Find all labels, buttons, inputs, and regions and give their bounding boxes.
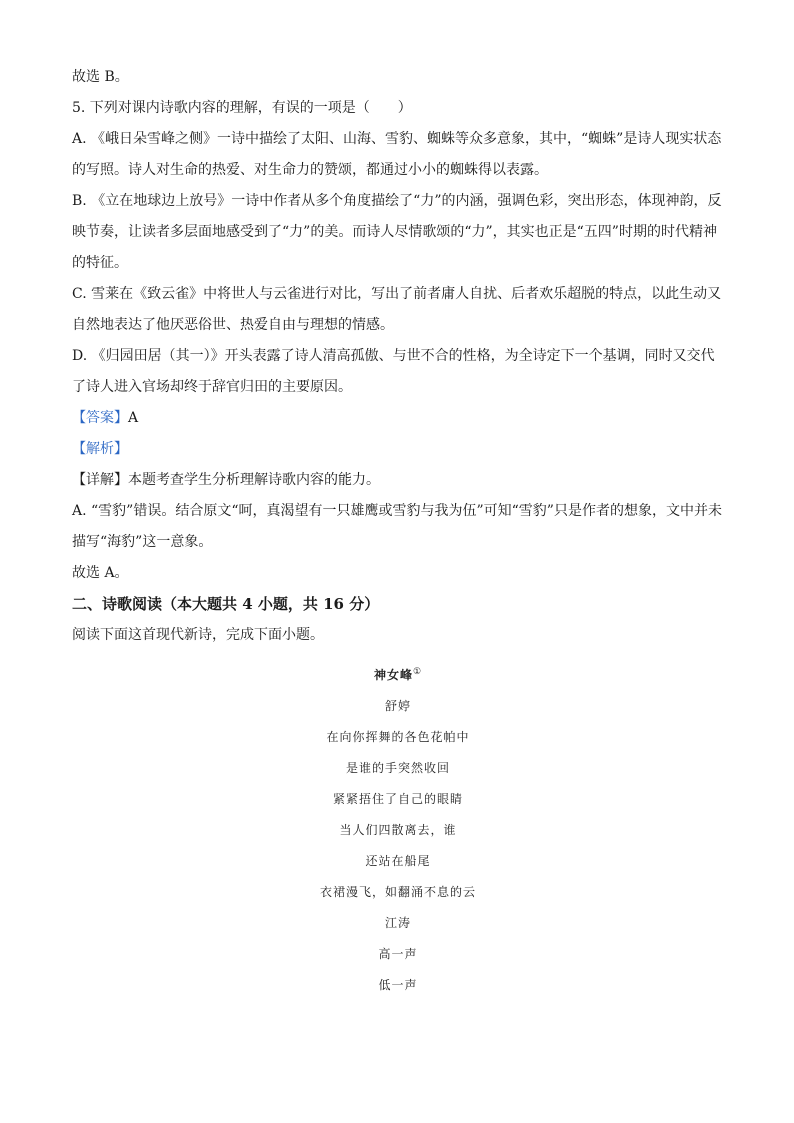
option-a: A. 《峨日朵雪峰之侧》一诗中描绘了太阳、山海、雪豹、蜘蛛等众多意象，其中，“蜘蛛”是诗人现实状态的写照。诗人对生命的热爱、对生命力的赞颂，都通过小小的蜘蛛得以表露。 bbox=[72, 131, 722, 178]
poem-title-text: 神女峰 bbox=[373, 668, 413, 682]
poem-line: 衣裙漫飞，如翻涌不息的云 bbox=[319, 885, 476, 899]
analysis-line bbox=[72, 434, 724, 465]
poem bbox=[72, 657, 724, 1001]
answer-value: A bbox=[128, 410, 139, 426]
poem-line: 高一声 bbox=[378, 947, 418, 961]
option-c: C. 雪莱在《致云雀》中将世人与云雀进行对比，写出了前者庸人自扰、后者欢乐超脱的特点，以此生动又自然地表达了他厌恶俗世、热爱自由与理想的情感。 bbox=[72, 286, 722, 333]
option-d: D. 《归园田居（其一）》开头表露了诗人清高孤傲、与世不合的性格，为全诗定下一个基调，同时又交代了诗人进入官场却终于辞官归田的主要原因。 bbox=[72, 348, 715, 395]
section-intro: 阅读下面这首现代新诗，完成下面小题。 bbox=[72, 627, 324, 643]
section-title: 二、诗歌阅读（本大题共 4 小题，共 16 分） bbox=[72, 595, 380, 613]
poem-line: 紧紧捂住了自己的眼睛 bbox=[332, 792, 463, 806]
poem-line: 低一声 bbox=[378, 978, 418, 992]
detail-text: 本题考查学生分析理解诗歌内容的能力。 bbox=[128, 472, 380, 488]
analysis-tag: 【解析】 bbox=[72, 441, 128, 457]
poem-title bbox=[72, 657, 724, 691]
option-b: B. 《立在地球边上放号》一诗中作者从多个角度描绘了“力”的内涵，强调色彩，突出形态，体现神韵，反映节奏，让读者多层面地感受到了“力”的美。而诗人尽情歌颂的“力”，其实也正是“五四”时期的时代精神的特征。 bbox=[72, 193, 722, 271]
detail-tag: 【详解】 bbox=[72, 472, 128, 488]
poem-line: 在向你挥舞的各色花帕中 bbox=[326, 730, 470, 744]
poem-line: 是谁的手突然收回 bbox=[345, 761, 450, 775]
answer-line bbox=[72, 403, 724, 434]
poem-line: 当人们四散离去，谁 bbox=[339, 823, 457, 837]
choice-line-b: 故选 B。 bbox=[72, 69, 129, 85]
poem-footnote-mark: ① bbox=[412, 667, 423, 677]
answer-tag: 【答案】 bbox=[72, 410, 128, 426]
poem-line: 江涛 bbox=[384, 916, 411, 930]
question-5: 5. 下列对课内诗歌内容的理解，有误的一项是（ ） bbox=[72, 100, 412, 116]
detail-line bbox=[72, 465, 724, 496]
choice-line-a: 故选 A。 bbox=[72, 565, 129, 581]
content-area bbox=[72, 62, 724, 1001]
poem-author: 舒婷 bbox=[384, 699, 411, 713]
poem-line: 还站在船尾 bbox=[365, 854, 431, 868]
explanation: A. “雪豹”错误。结合原文“呵，真渴望有一只雄鹰或雪豹与我为伍”可知“雪豹”只是作者的想象，文中并未描写“海豹”这一意象。 bbox=[72, 503, 722, 550]
